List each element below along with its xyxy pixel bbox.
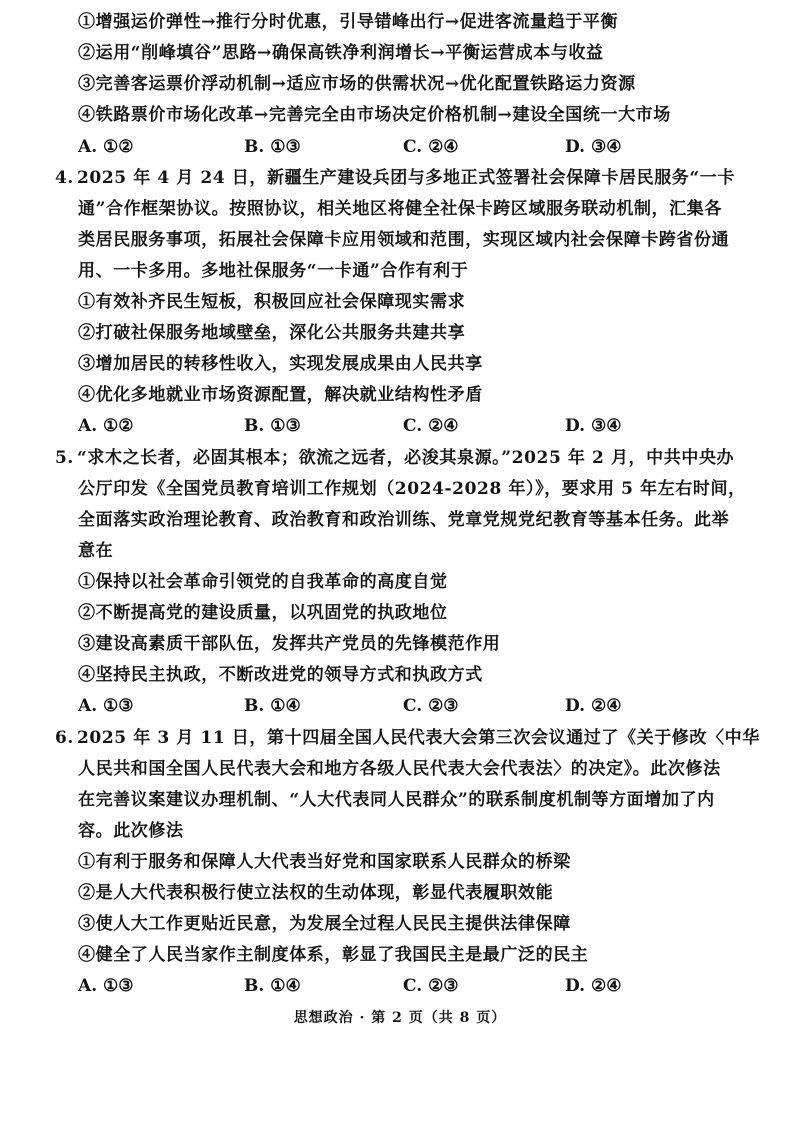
- option-b: B. ①③: [244, 137, 301, 157]
- question-stem-line: [55, 166, 735, 190]
- stem-text: 2025 年 3 月 11 日，第十四届全国人民代表大会第三次会议通过了《关于修改〈中华: [77, 728, 760, 748]
- option-b: B. ①③: [244, 416, 301, 436]
- stem-text: “求木之长者，必固其根本；欲流之远者，必浚其泉源。”2025 年 2 月，中共中央办: [77, 448, 735, 468]
- answer-options: [78, 135, 738, 159]
- question-stem-line: 容。此次修法: [78, 821, 184, 841]
- page-footer: 思想政治 · 第 2 页（共 8 页）: [293, 1010, 507, 1026]
- statement-2: ②运用“削峰填谷”思路→确保高铁净利润增长→平衡运营成本与收益: [78, 43, 604, 63]
- question-stem-line: 意在: [78, 541, 114, 561]
- option-a: A. ①②: [78, 416, 134, 436]
- option-d: D. ②④: [565, 696, 622, 716]
- statement-1: ①有效补齐民生短板，积极回应社会保障现实需求: [78, 292, 466, 312]
- question-number: 6.: [55, 728, 74, 748]
- statement-3: ③增加居民的转移性收入，实现发展成果由人民共享: [78, 354, 483, 374]
- statement-1: ①有利于服务和保障人大代表当好党和国家联系人民群众的桥梁: [78, 852, 571, 872]
- option-a: A. ①③: [78, 696, 134, 716]
- statement-1: ①增强运价弹性→推行分时优惠，引导错峰出行→促进客流量趋于平衡: [78, 12, 619, 32]
- question-stem-line: 用、一卡多用。多地社保服务“一卡通”合作有利于: [78, 261, 469, 281]
- option-b: B. ①④: [244, 976, 301, 996]
- statement-3: ③完善客运票价浮动机制→适应市场的供需状况→优化配置铁路运力资源: [78, 74, 636, 94]
- option-d: D. ③④: [565, 137, 622, 157]
- option-b: B. ①④: [244, 696, 301, 716]
- statement-2: ②不断提高党的建设质量，以巩固党的执政地位: [78, 603, 448, 623]
- question-stem-line: 在完善议案建议办理机制、“人大代表同人民群众”的联系制度机制等方面增加了内: [78, 790, 715, 810]
- question-stem-line: 公厅印发《全国党员教育培训工作规划（2024-2028 年）》，要求用 5 年左右时间，: [78, 479, 746, 499]
- question-number: 5.: [55, 448, 74, 468]
- question-stem-line: [55, 726, 760, 750]
- answer-options: [78, 694, 738, 718]
- option-c: C. ②④: [403, 137, 459, 157]
- option-c: C. ②③: [403, 696, 459, 716]
- statement-4: ④优化多地就业市场资源配置，解决就业结构性矛盾: [78, 385, 483, 405]
- statement-3: ③建设高素质干部队伍，发挥共产党员的先锋模范作用: [78, 634, 501, 654]
- option-d: D. ③④: [565, 416, 622, 436]
- question-stem-line: [55, 446, 734, 470]
- question-stem-line: 全面落实政治理论教育、政治教育和政治训练、党章党规党纪教育等基本任务。此举: [78, 510, 730, 530]
- statement-2: ②是人大代表积极行使立法权的生动体现，彰显代表履职效能: [78, 883, 554, 903]
- option-a: A. ①③: [78, 976, 134, 996]
- answer-options: [78, 414, 738, 438]
- statement-4: ④坚持民主执政，不断改进党的领导方式和执政方式: [78, 665, 483, 685]
- statement-2: ②打破社保服务地域壁垒，深化公共服务共建共享: [78, 323, 466, 343]
- question-stem-line: 类居民服务事项，拓展社会保障卡应用领域和范围，实现区域内社会保障卡跨省份通: [78, 230, 730, 250]
- question-number: 4.: [55, 168, 74, 188]
- statement-1: ①保持以社会革命引领党的自我革命的高度自觉: [78, 572, 448, 592]
- option-a: A. ①②: [78, 137, 134, 157]
- answer-options: [78, 974, 738, 998]
- stem-text: 2025 年 4 月 24 日，新疆生产建设兵团与多地正式签署社会保障卡居民服务“一卡: [77, 168, 735, 188]
- option-c: C. ②④: [403, 416, 459, 436]
- option-d: D. ②④: [565, 976, 622, 996]
- statement-4: ④铁路票价市场化改革→完善完全由市场决定价格机制→建设全国统一大市场: [78, 105, 671, 125]
- question-stem-line: 人民共和国全国人民代表大会和地方各级人民代表大会代表法〉的决定》。此次修法: [78, 759, 721, 779]
- statement-4: ④健全了人民当家作主制度体系，彰显了我国民主是最广泛的民主: [78, 945, 589, 965]
- option-c: C. ②③: [403, 976, 459, 996]
- statement-3: ③使人大工作更贴近民意，为发展全过程人民民主提供法律保障: [78, 914, 571, 934]
- question-stem-line: 通”合作框架协议。按照协议，相关地区将健全社保卡跨区域服务联动机制，汇集各: [78, 199, 722, 219]
